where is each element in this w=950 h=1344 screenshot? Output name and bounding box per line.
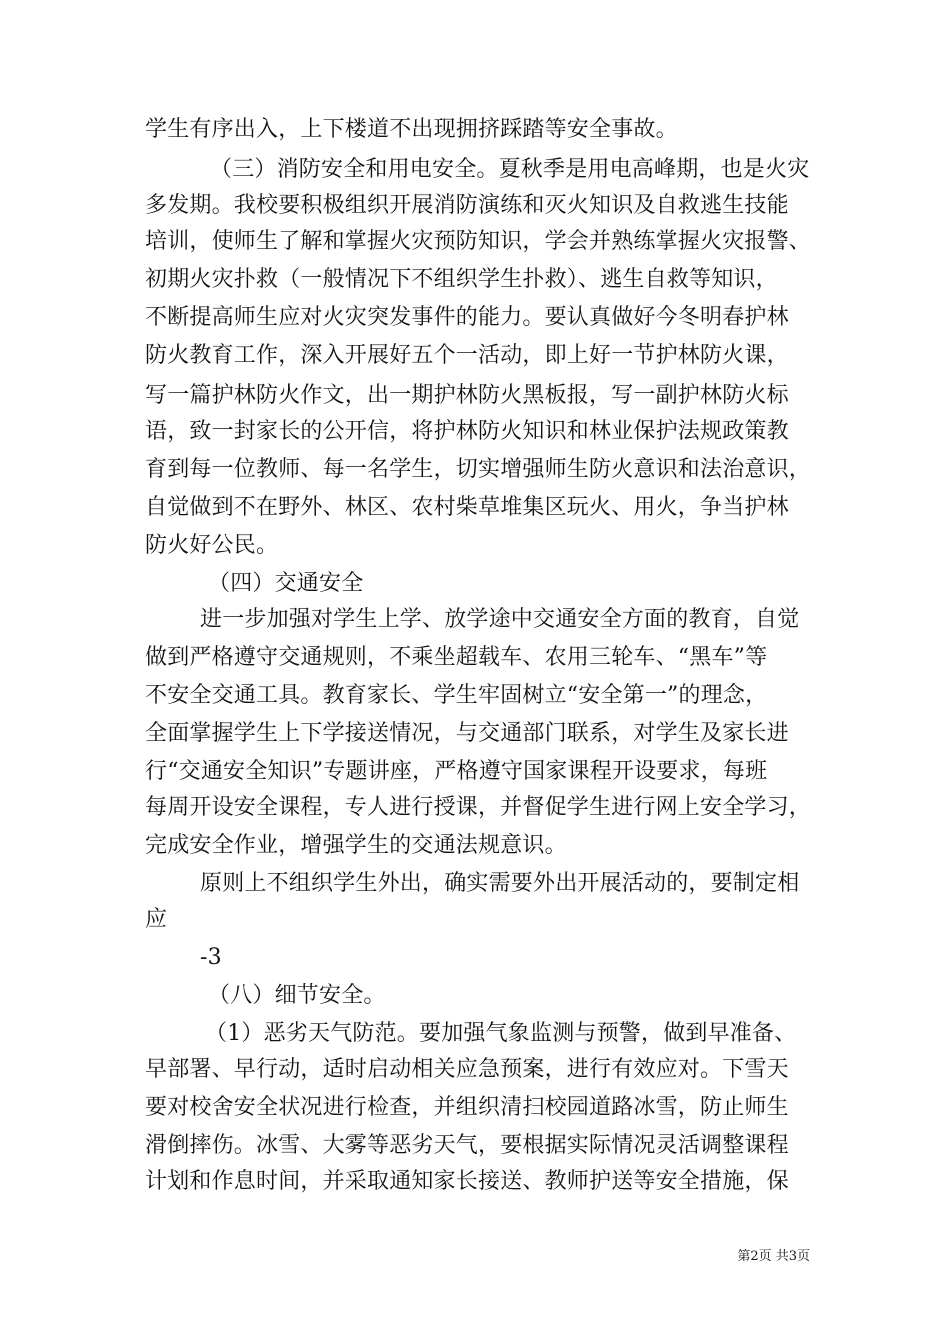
body-line: 育到每一位教师、每一名学生，切实增强师生防火意识和法治意识， xyxy=(145,457,812,482)
paragraph-start-line: 原则上不组织学生外出，确实需要外出开展活动的，要制定相 xyxy=(200,871,800,896)
body-line: 早部署、早行动，适时启动相关应急预案，进行有效应对。下雪天 xyxy=(145,1057,789,1082)
body-line: 自觉做到不在野外、林区、农村柴草堆集区玩火、用火，争当护林 xyxy=(145,495,789,520)
body-line: 滑倒摔伤。冰雪、大雾等恶劣天气，要根据实际情况灵活调整课程 xyxy=(145,1133,789,1158)
section-heading-line: （三）消防安全和用电安全。夏秋季是用电高峰期，也是火灾 xyxy=(210,157,810,182)
body-line: 计划和作息时间，并采取通知家长接送、教师护送等安全措施，保 xyxy=(145,1169,789,1194)
body-line: 全面掌握学生上下学接送情况，与交通部门联系，对学生及家长进 xyxy=(145,721,789,746)
body-line: 每周开设安全课程，专人进行授课，并督促学生进行网上安全学习， xyxy=(145,795,812,820)
body-line: 做到严格遵守交通规则，不乘坐超载车、农用三轮车、“黑车”等 xyxy=(145,645,768,670)
body-line: 防火教育工作，深入开展好五个一活动，即上好一节护林防火课， xyxy=(145,343,789,368)
body-line: 培训，使师生了解和掌握火灾预防知识，学会并熟练掌握火灾报警、 xyxy=(145,229,812,254)
paragraph-start-line: （1）恶劣天气防范。要加强气象监测与预警，做到早准备、 xyxy=(205,1021,797,1046)
body-line: 语，致一封家长的公开信，将护林防火知识和林业保护法规政策教 xyxy=(145,419,789,444)
body-line: 初期火灾扑救（一般情况下不组织学生扑救）、逃生自救等知识， xyxy=(145,267,778,292)
page-number-footer: 第2页 共3页 xyxy=(737,1249,810,1264)
section-heading-line: （八）细节安全。 xyxy=(208,983,386,1008)
body-line: 不断提高师生应对火灾突发事件的能力。要认真做好今冬明春护林 xyxy=(145,305,789,330)
body-line: 写一篇护林防火作文，出一期护林防火黑板报，写一副护林防火标 xyxy=(145,383,789,408)
body-line: 要对校舍安全状况进行检查，并组织清扫校园道路冰雪，防止师生 xyxy=(145,1095,789,1120)
body-line: 防火好公民。 xyxy=(145,533,279,558)
body-line: 学生有序出入，上下楼道不出现拥挤踩踏等安全事故。 xyxy=(145,117,678,142)
paragraph-start-line: 进一步加强对学生上学、放学途中交通安全方面的教育，自觉 xyxy=(200,607,800,632)
body-line: 行“交通安全知识”专题讲座，严格遵守国家课程开设要求，每班 xyxy=(145,759,768,784)
page-marker: -3 xyxy=(200,945,222,970)
body-line: 完成安全作业，增强学生的交通法规意识。 xyxy=(145,833,567,858)
body-line: 不安全交通工具。教育家长、学生牢固树立“安全第一”的理念， xyxy=(145,683,768,708)
body-line: 多发期。我校要积极组织开展消防演练和灭火知识及自救逃生技能 xyxy=(145,193,789,218)
body-line: 应 xyxy=(145,907,168,932)
section-heading-line: （四）交通安全 xyxy=(208,571,364,596)
